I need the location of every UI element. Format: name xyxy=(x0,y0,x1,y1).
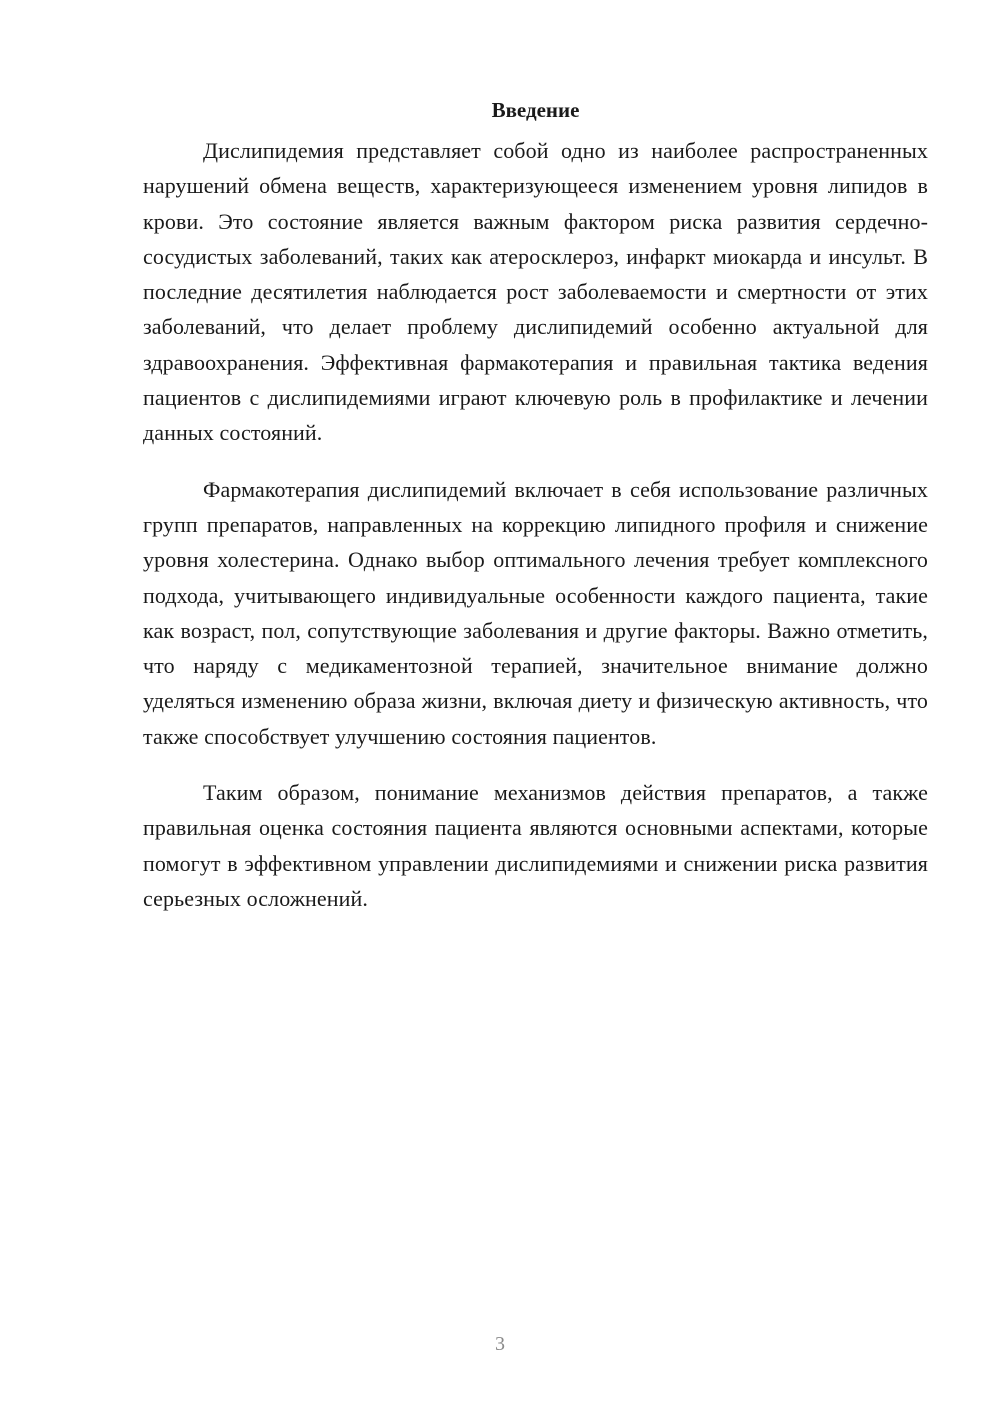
page-number: 3 xyxy=(495,1333,505,1355)
document-page xyxy=(143,95,928,937)
paragraph-intro: Дислипидемия представляет собой одно из наиболее распространенных нарушений обмена веществ, характеризующееся изменением уровня липидов в крови. Это состояние является важным фактором риска развития сердечно-сосудистых заболеваний, таких как атеросклероз, инфаркт миокарда и инсульт. В последние десятилетия наблюдается рост заболеваемости и смертности от этих заболеваний, что делает проблему дислипидемий особенно актуальной для здравоохранения. Эффективная фармакотерапия и правильная тактика ведения пациентов с дислипидемиями играют ключевую роль в профилактике и лечении данных состояний. xyxy=(143,138,928,446)
paragraph-conclusion: Таким образом, понимание механизмов действия препаратов, а также правильная оценка состояния пациента являются основными аспектами, которые помогут в эффективном управлении дислипидемиями и снижении риска развития серьезных осложнений. xyxy=(143,780,928,911)
paragraph-pharmacotherapy: Фармакотерапия дислипидемий включает в себя использование различных групп препаратов, направленных на коррекцию липидного профиля и снижение уровня холестерина. Однако выбор оптимального лечения требует комплексного подхода, учитывающего индивидуальные особенности каждого пациента, такие как возраст, пол, сопутствующие заболевания и другие факторы. Важно отметить, что наряду с медикаментозной терапией, значительное внимание должно уделяться изменению образа жизни, включая диету и физическую активность, что также способствует улучшению состояния пациентов. xyxy=(143,476,928,749)
section-title: Введение xyxy=(491,98,580,122)
